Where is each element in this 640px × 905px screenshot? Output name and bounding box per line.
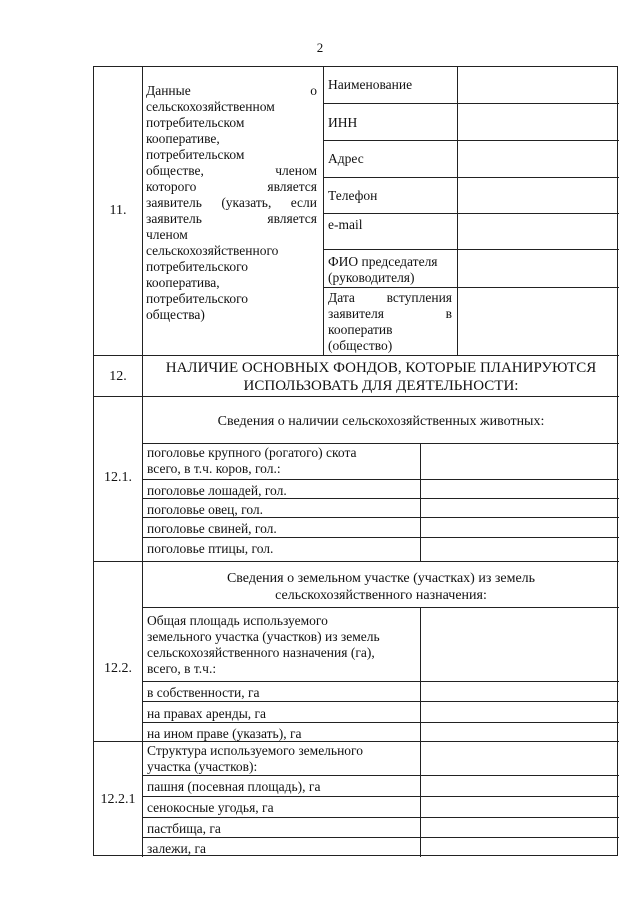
field-label-name: Наименование — [328, 77, 413, 92]
row-11-number: 11. — [109, 203, 127, 218]
desc-line: кооперативе, — [146, 131, 220, 146]
item-poultry: поголовье птицы, гол. — [147, 541, 274, 556]
field-value-name[interactable] — [458, 67, 619, 103]
heading-line: ИСПОЛЬЗОВАТЬ ДЛЯ ДЕЯТЕЛЬНОСТИ: — [243, 378, 519, 394]
number-column-divider — [142, 67, 143, 857]
value-cattle[interactable] — [421, 444, 619, 479]
desc-line: сельскохозяйственном — [146, 99, 275, 114]
row-11-field-separator — [323, 249, 619, 250]
item-separator — [142, 817, 619, 818]
heading-line: НАЛИЧИЕ ОСНОВНЫХ ФОНДОВ, КОТОРЫЕ ПЛАНИРУЮТСЯ — [165, 360, 597, 376]
value-pigs[interactable] — [421, 518, 619, 537]
label-line: поголовье крупного (рогатого) скота — [147, 445, 357, 460]
field-label-phone: Телефон — [328, 188, 378, 203]
item-owned-area: в собственности, га — [147, 685, 260, 700]
value-pastures[interactable] — [421, 818, 619, 837]
heading-line: Сведения о земельном участке (участках) из земель — [226, 571, 536, 586]
row-11-divider — [323, 67, 324, 355]
desc-line: потребительском — [146, 147, 245, 162]
row-12-2-1-number: 12.2.1 — [100, 792, 136, 807]
desc-line: кооператива, — [146, 275, 220, 290]
field-value-address[interactable] — [458, 141, 619, 177]
row-separator — [94, 741, 619, 742]
row-12-1-number: 12.1. — [104, 470, 132, 485]
desc-line: заявитель является — [146, 211, 317, 226]
item-separator — [142, 701, 619, 702]
row-12-2-value-divider — [420, 607, 421, 857]
value-arable-land[interactable] — [421, 776, 619, 796]
field-label-email: e-mail — [328, 217, 363, 232]
item-separator — [142, 775, 619, 776]
value-poultry[interactable] — [421, 538, 619, 560]
desc-line: членом — [146, 227, 188, 242]
item-total-area — [147, 613, 422, 677]
subheading-separator — [142, 443, 619, 444]
row-separator — [94, 561, 619, 562]
page-number: 2 — [316, 40, 324, 55]
item-cattle — [147, 445, 417, 477]
row-separator — [94, 396, 619, 397]
row-11-field-separator — [323, 103, 619, 104]
row-12-1-heading: Сведения о наличии сельскохозяйственных животных: — [217, 414, 545, 429]
row-11-description — [146, 83, 317, 323]
label-line: (общество) — [328, 338, 393, 353]
item-separator — [142, 722, 619, 723]
field-label-address: Адрес — [328, 151, 364, 166]
field-value-chairman[interactable] — [458, 250, 619, 287]
label-line: Структура используемого земельного — [147, 743, 363, 758]
row-11-field-separator — [323, 213, 619, 214]
field-label-chairman — [328, 254, 454, 286]
item-separator — [142, 479, 619, 480]
item-horses: поголовье лошадей, гол. — [147, 483, 287, 498]
row-12-1-value-divider — [420, 443, 421, 561]
row-11-field-separator — [323, 177, 619, 178]
row-11-field-separator — [323, 287, 619, 288]
field-value-email[interactable] — [458, 214, 619, 249]
subheading-separator — [142, 607, 619, 608]
label-line: всего, в т.ч. коров, гол.: — [147, 461, 281, 476]
value-horses[interactable] — [421, 480, 619, 498]
field-label-join-date — [328, 290, 452, 354]
label-line: заявителя в — [328, 306, 452, 321]
desc-line: потребительском — [146, 115, 245, 130]
item-pigs: поголовье свиней, гол. — [147, 521, 277, 536]
item-arable-land: пашня (посевная площадь), га — [147, 779, 321, 794]
label-line: участка (участков): — [147, 759, 258, 774]
field-value-inn[interactable] — [458, 104, 619, 140]
label-line: сельскохозяйственного назначения (га), — [147, 645, 375, 660]
item-separator — [142, 837, 619, 838]
heading-line: сельскохозяйственного назначения: — [275, 588, 487, 603]
field-value-phone[interactable] — [458, 178, 619, 213]
value-other-right-area[interactable] — [421, 723, 619, 741]
desc-line: общества) — [146, 307, 205, 322]
row-12-2-number: 12.2. — [104, 661, 132, 676]
item-separator — [142, 537, 619, 538]
label-line: Общая площадь используемого — [147, 613, 328, 628]
row-11-field-separator — [323, 140, 619, 141]
desc-line: потребительского — [146, 291, 249, 306]
desc-line: сельскохозяйственного — [146, 243, 279, 258]
value-land-structure[interactable] — [421, 742, 619, 775]
desc-line: обществе, членом — [146, 163, 317, 178]
value-total-area[interactable] — [421, 608, 619, 681]
label-line: Дата вступления — [328, 290, 452, 305]
desc-line: заявитель (указать, если — [146, 195, 317, 210]
application-form-table — [93, 66, 618, 856]
item-leased-area: на правах аренды, га — [147, 706, 267, 721]
label-line: ФИО председателя — [328, 254, 438, 269]
desc-line: потребительского — [146, 259, 249, 274]
value-leased-area[interactable] — [421, 702, 619, 722]
item-separator — [142, 498, 619, 499]
row-12-2-heading — [143, 570, 619, 604]
field-label-inn: ИНН — [328, 115, 358, 130]
row-11-value-divider — [457, 67, 458, 355]
value-sheep[interactable] — [421, 499, 619, 517]
row-12-number: 12. — [109, 369, 127, 384]
item-other-right-area: на ином праве (указать), га — [147, 726, 302, 741]
value-hayfields[interactable] — [421, 797, 619, 817]
label-line: земельного участка (участков) из земель — [147, 629, 380, 644]
field-value-join-date[interactable] — [458, 288, 619, 355]
item-land-structure — [147, 743, 422, 775]
item-fallow-land: залежи, га — [147, 841, 207, 856]
value-owned-area[interactable] — [421, 682, 619, 701]
label-line: кооператив — [328, 322, 393, 337]
item-sheep: поголовье овец, гол. — [147, 502, 264, 517]
item-separator — [142, 796, 619, 797]
row-separator — [94, 355, 619, 356]
desc-line: Данные о — [146, 83, 317, 98]
item-separator — [142, 681, 619, 682]
label-line: всего, в т.ч.: — [147, 661, 217, 676]
item-hayfields: сенокосные угодья, га — [147, 800, 274, 815]
item-separator — [142, 517, 619, 518]
value-fallow-land[interactable] — [421, 838, 619, 855]
item-pastures: пастбища, га — [147, 821, 221, 836]
label-line: (руководителя) — [328, 270, 415, 285]
desc-line: которого является — [146, 179, 317, 194]
row-12-heading — [143, 359, 619, 395]
